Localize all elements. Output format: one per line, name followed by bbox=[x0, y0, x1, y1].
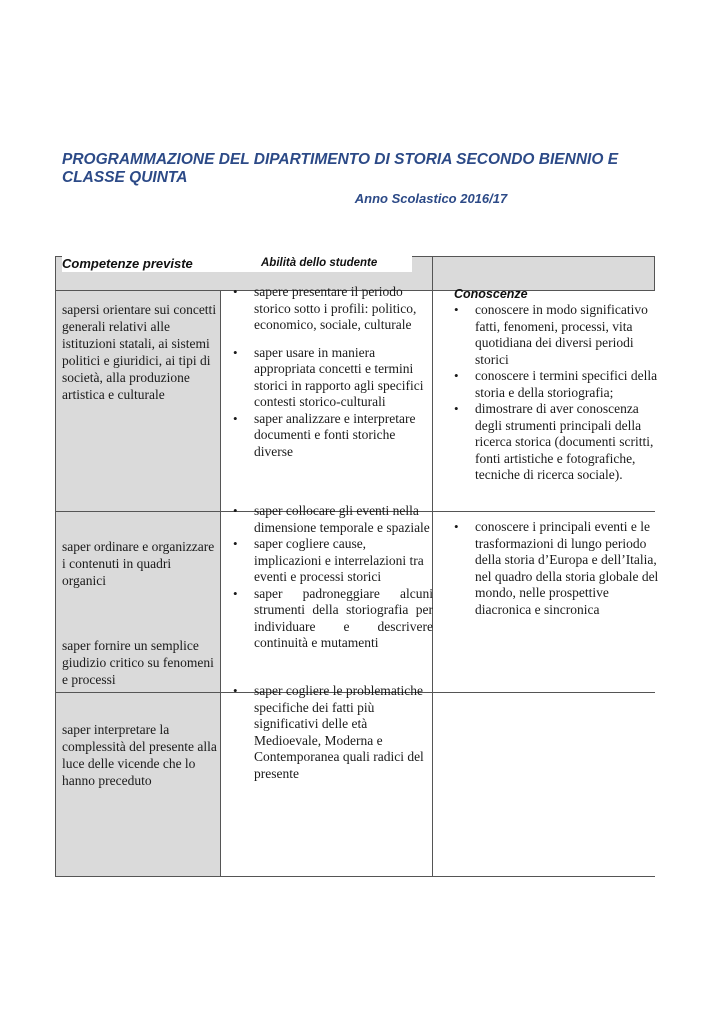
bullet-icon: • bbox=[233, 344, 238, 360]
bullet-icon: • bbox=[233, 683, 238, 698]
list-item: • saper padroneggiare alcuni strumenti della storiografia per individuare e descrivere continuità e mutamenti bbox=[233, 585, 433, 650]
school-year: Anno Scolastico 2016/17 bbox=[354, 191, 508, 206]
bullet-icon: • bbox=[454, 302, 459, 317]
list-item: • dimostrare di aver conoscenza degli strumenti principali della ricerca storica (documenti scritti, fonti artistiche e fotografiche, tecniche di ricerca sociale). bbox=[454, 401, 654, 482]
column-divider-1 bbox=[220, 290, 221, 877]
table-border-left bbox=[55, 256, 56, 877]
bullet-icon: • bbox=[233, 503, 238, 518]
row2-competenze-1: saper ordinare e organizzare i contenuti in quadri organici bbox=[62, 539, 215, 588]
header-conoscenze: Conoscenze bbox=[454, 287, 528, 301]
list-item: • saper analizzare e interpretare documenti e fonti storiche diverse bbox=[233, 410, 416, 459]
list-item: • conoscere i termini specifici della storia e della storiografia; bbox=[454, 368, 658, 400]
table-border-bottom bbox=[56, 876, 655, 877]
bullet-icon: • bbox=[233, 284, 238, 299]
bullet-icon: • bbox=[454, 519, 459, 534]
table-border-right bbox=[654, 256, 655, 291]
row1-conoscenze-list bbox=[454, 302, 666, 484]
list-item: • saper collocare gli eventi nella dimensione temporale e spaziale bbox=[233, 503, 430, 535]
bullet-icon: • bbox=[454, 401, 459, 416]
row2-conoscenze-list bbox=[454, 519, 666, 618]
list-item: • conoscere i principali eventi e le trasformazioni di lungo periodo della storia d’Europa e dell’Italia, nel quadro della storia globale del mondo, nelle prospettive diacronica e sincronica bbox=[454, 519, 659, 617]
header-competenze: Competenze previste bbox=[62, 256, 193, 271]
list-item: • saper cogliere cause, implicazioni e interrelazioni tra eventi e processi storici bbox=[233, 536, 424, 584]
list-item: • saper cogliere le problematiche specifiche dei fatti più significativi delle età Medioevale, Moderna e Contemporanea quali radici del presente bbox=[233, 683, 424, 781]
row1-competenze: sapersi orientare sui concetti generali relativi alle istituzioni statali, ai sistemi politici e giuridici, ai tipi di società, alla produzione artistica e culturale bbox=[62, 302, 217, 402]
list-item: • conoscere in modo significativo fatti, fenomeni, processi, vita quotidiana dei diversi periodi storici bbox=[454, 302, 648, 367]
bullet-icon: • bbox=[233, 410, 238, 426]
row2-competenze-2: saper fornire un semplice giudizio critico su fenomeni e processi bbox=[62, 638, 214, 687]
row1-abilita-list bbox=[233, 284, 433, 460]
list-item: • saper usare in maniera appropriata concetti e termini storici in rapporto agli specifici contesti storico-culturali bbox=[233, 344, 424, 409]
row3-competenze: saper interpretare la complessità del presente alla luce delle vicende che lo hanno preceduto bbox=[62, 722, 217, 788]
list-item: • sapere presentare il periodo storico sotto i profili: politico, economico, sociale, culturale bbox=[233, 284, 417, 332]
bullet-icon: • bbox=[233, 536, 238, 551]
document-title: PROGRAMMAZIONE DEL DIPARTIMENTO DI STORIA SECONDO BIENNIO E CLASSE QUINTA bbox=[62, 151, 619, 186]
header-abilita: Abilità dello studente bbox=[261, 257, 378, 269]
bullet-icon: • bbox=[233, 585, 238, 601]
bullet-icon: • bbox=[454, 368, 459, 383]
row2-abilita-list bbox=[233, 503, 433, 652]
row3-abilita-list bbox=[233, 683, 433, 782]
